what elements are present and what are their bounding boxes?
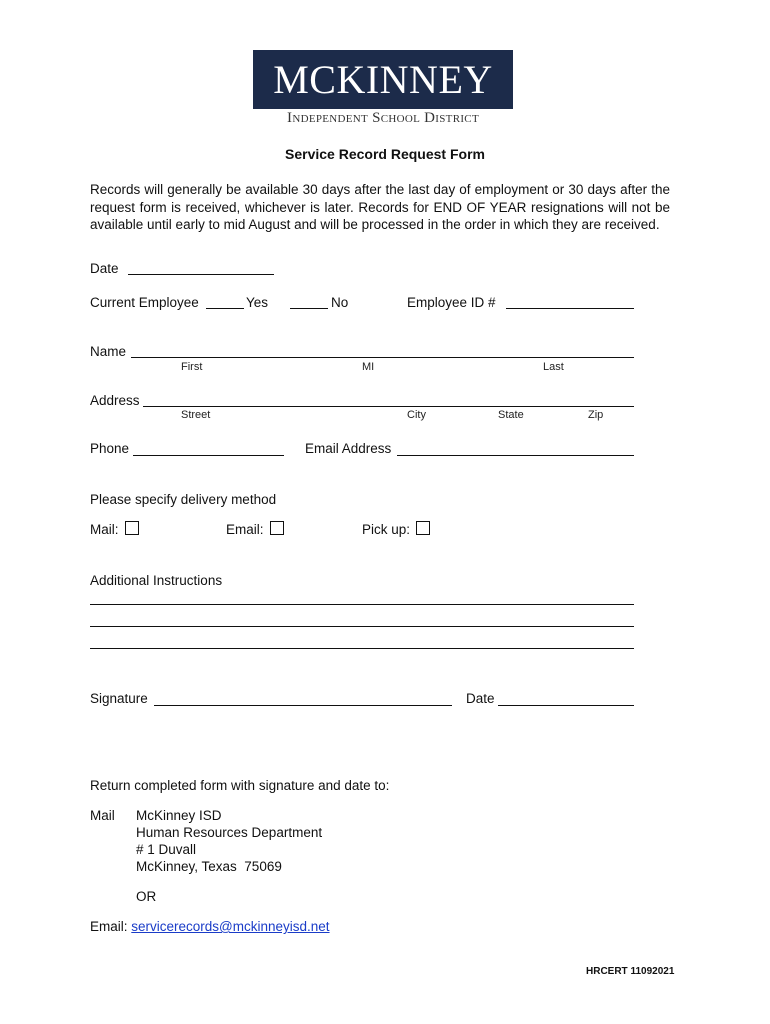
delivery-prompt: Please specify delivery method [90, 492, 277, 507]
phone-label: Phone [90, 441, 130, 456]
email-address-field[interactable] [397, 455, 634, 456]
address-street-caption: Street [181, 409, 211, 421]
yes-field[interactable] [206, 308, 244, 309]
address-city-caption: City [407, 409, 426, 421]
logo-name: MCKINNEY [273, 57, 493, 102]
signature-field[interactable] [154, 705, 452, 706]
intro-paragraph: Records will generally be available 30 days after the last day of employment or 30 days after the request form is received, whichever is later. Records for END OF YEAR resignations will not be available until early to mid August and will be processed in the order in which they are received. [90, 182, 670, 232]
no-field[interactable] [290, 308, 328, 309]
pickup-option-label: Pick up: [362, 522, 411, 537]
instructions-line-2[interactable] [90, 626, 634, 627]
address-line-1: McKinney ISD [136, 808, 222, 823]
signature-date-field[interactable] [498, 705, 634, 706]
name-first-caption: First [181, 361, 203, 373]
name-mi-caption: MI [362, 361, 375, 373]
email-address-label: Email Address [305, 441, 392, 456]
date-field[interactable] [128, 274, 274, 275]
address-field[interactable] [143, 406, 634, 407]
form-code: HRCERT 11092021 [586, 966, 675, 977]
logo-subtitle: Independent School District [287, 110, 479, 126]
phone-field[interactable] [133, 455, 284, 456]
or-text: OR [136, 889, 157, 904]
pickup-checkbox[interactable] [416, 521, 430, 535]
employee-id-field[interactable] [506, 308, 634, 309]
return-heading: Return completed form with signature and date to: [90, 778, 390, 793]
mail-option-label: Mail: [90, 522, 119, 537]
current-employee-label: Current Employee [90, 295, 199, 310]
yes-label: Yes [246, 295, 269, 310]
email-label: Email: [90, 919, 128, 934]
employee-id-label: Employee ID # [407, 295, 496, 310]
additional-instructions-label: Additional Instructions [90, 573, 223, 588]
date-label: Date [90, 261, 119, 276]
no-label: No [331, 295, 349, 310]
name-last-caption: Last [543, 361, 564, 373]
instructions-line-1[interactable] [90, 604, 634, 605]
signature-date-label: Date [466, 691, 495, 706]
mail-checkbox[interactable] [125, 521, 139, 535]
address-line-2: Human Resources Department [136, 825, 323, 840]
address-zip-caption: Zip [588, 409, 604, 421]
name-field[interactable] [131, 357, 634, 358]
name-label: Name [90, 344, 127, 359]
signature-label: Signature [90, 691, 148, 706]
address-label: Address [90, 393, 140, 408]
email-checkbox[interactable] [270, 521, 284, 535]
address-state-caption: State [498, 409, 524, 421]
instructions-line-3[interactable] [90, 648, 634, 649]
form-title: Service Record Request Form [285, 146, 485, 162]
email-link[interactable]: servicerecords@mckinneyisd.net [131, 919, 330, 934]
address-line-4: McKinney, Texas 75069 [136, 859, 282, 874]
email-option-label: Email: [226, 522, 264, 537]
mail-label: Mail [90, 808, 115, 823]
address-line-3: # 1 Duvall [136, 842, 197, 857]
